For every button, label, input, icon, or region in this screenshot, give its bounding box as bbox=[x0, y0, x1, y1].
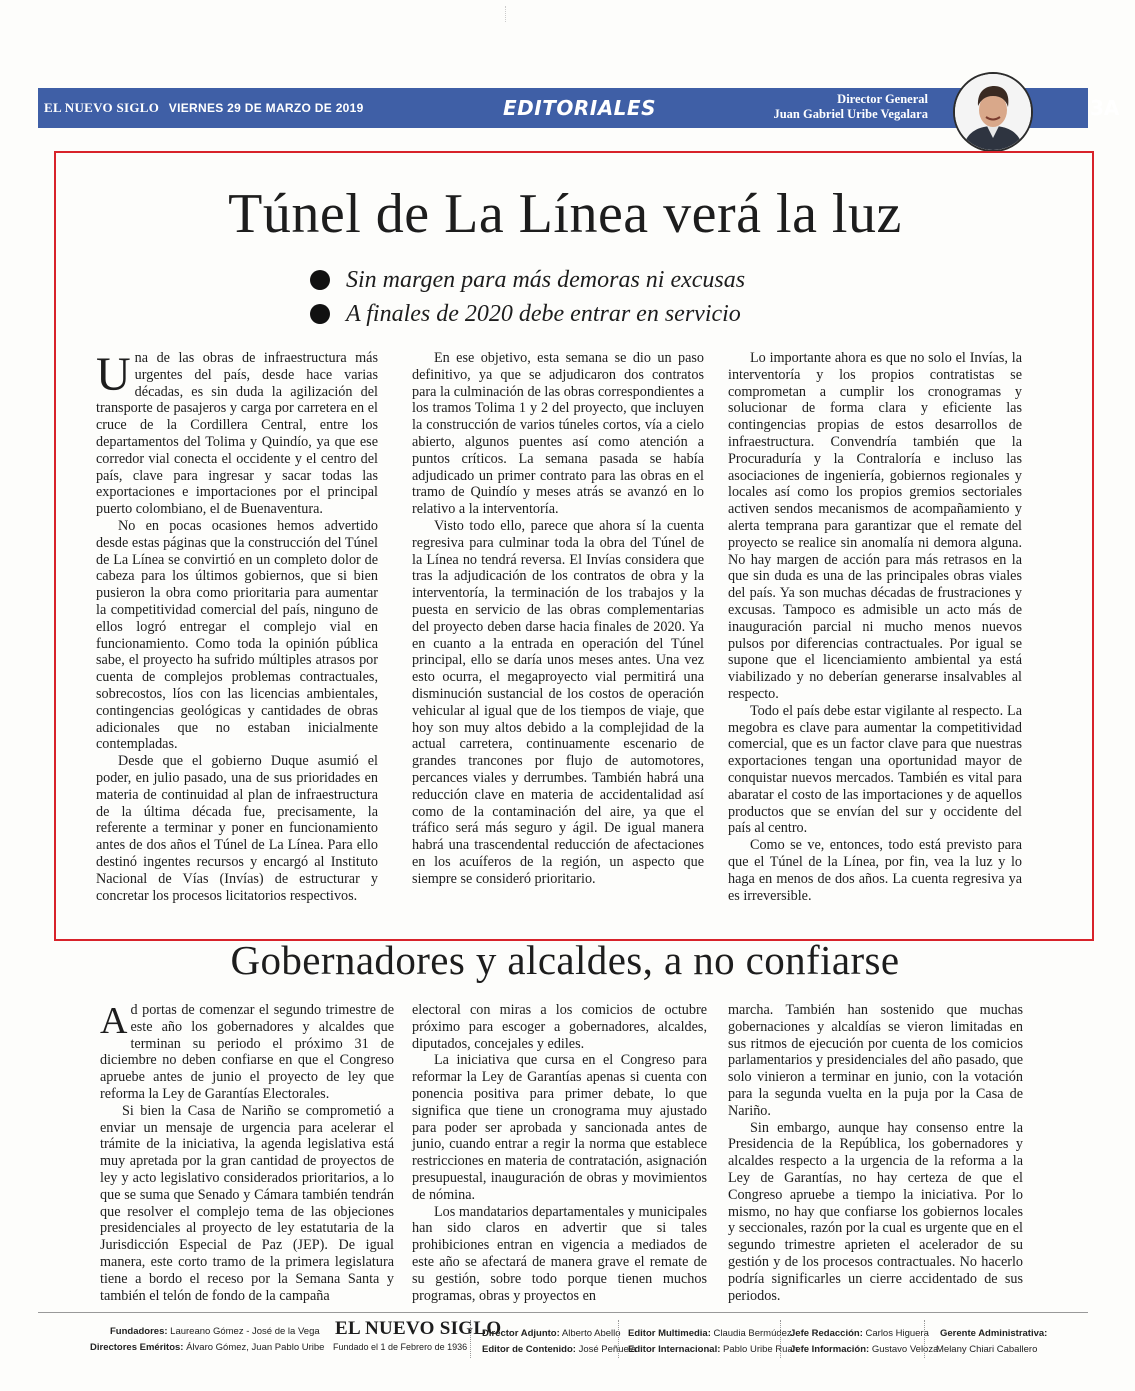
director-role: Director General bbox=[837, 92, 928, 106]
summary-bullet bbox=[310, 263, 745, 297]
paragraph: Lo importante ahora es que no solo el Invías, la interventoría y los propios contratistas se comprometan a cumplir los cronogramas y solucionar de forma clara y eficiente las contingencias propias de estos desarrollos de infraestructura. Convendría también que la Procuraduría y la Contraloría e incluso las asociaciones de ingeniería, gobiernos regionales y locales así como los propios gremios sectoriales activen sendos mecanismos de acompañamiento y alerta temprana para garantizar que el remate del proyecto se realice sin anomalía ni demora alguna. No hay margen de acción para más retrasos en la que sin duda es una de las principales obras viales del país. Ya son muchas décadas de frustraciones y excusas. Tampoco es admisible un acto más de inauguración parcial ni mucho menos nuevos pulsos por diferencias contractuales. Por igual se supone que el licenciamiento ambiental ya está viabilizado y no deberían generarse insalvables al respecto. bbox=[728, 350, 1022, 702]
internacional-label: Editor Internacional: bbox=[628, 1344, 721, 1355]
footer-gerente-name: Melany Chiari Caballero bbox=[936, 1344, 1038, 1355]
editorial1-column-2 bbox=[412, 350, 704, 888]
footer-divider bbox=[780, 1320, 781, 1358]
founders-label: Fundadores: bbox=[110, 1326, 168, 1337]
adjunto-name: Alberto Abello bbox=[561, 1328, 621, 1339]
paragraph: Si bien la Casa de Nariño se comprometió a enviar un mensaje de urgencia para acelerar el trámite de la iniciativa, la agenda legislativa está muy apretada por la gran cantidad de proyectos de ley y acto legislativo considerados prioritarios, a lo que se suma que Senado y Cámara también tendrán que resolver el complejo tema de las objeciones presidenciales al proyecto de ley estatutaria de la Jurisdicción Especial de Paz (JEP). De igual manera, este corto tramo de la primera legislatura tiene a bordo el receso por la Semana Santa y también el telón de fondo de la campaña bbox=[100, 1102, 394, 1304]
summary-text: A finales de 2020 debe entrar en servicio bbox=[346, 300, 741, 327]
internacional-name: Pablo Uribe Ruan bbox=[723, 1344, 799, 1355]
footer-divider bbox=[924, 1320, 925, 1358]
footer-rule bbox=[38, 1312, 1088, 1313]
editorial1-summary bbox=[310, 263, 745, 331]
footer-contenido bbox=[482, 1344, 636, 1355]
paragraph: Como se ve, entonces, todo está previsto para que el Túnel de la Línea, por fin, vea la luz y lo haga en menos de dos años. La cuenta regresiva ya es irreversible. bbox=[728, 837, 1022, 904]
footer-emeritus bbox=[90, 1342, 324, 1353]
paragraph-text: d portas de comenzar el segundo trimestre de este año los gobernadores y alcaldes que terminan su periodo el próximo 31 de diciembre no deben confiarse en que el Congreso apruebe antes de junio el proyecto de ley que reforma la Ley de Garantías Electorales. bbox=[100, 1002, 394, 1102]
footer-divider bbox=[470, 1320, 471, 1358]
footer-founded: Fundado el 1 de Febrero de 1936 bbox=[333, 1342, 468, 1352]
page-header bbox=[38, 88, 1120, 128]
footer-informacion bbox=[790, 1344, 938, 1355]
section-title: EDITORIALES bbox=[503, 96, 656, 120]
contenido-label: Editor de Contenido: bbox=[482, 1344, 576, 1355]
emeritus-names: Álvaro Gómez, Juan Pablo Uribe bbox=[186, 1342, 325, 1353]
paragraph: Los mandatarios departamentales y municipales han sido claros en advertir que si tales prohibiciones entran en vigencia a mediados de este año se afectará de manera grave el remate de su gestión, sobre todo porque tienen muchos programas, obras y proyectos en bbox=[412, 1203, 707, 1304]
drop-cap: A bbox=[100, 1000, 128, 1042]
paragraph: No en pocas ocasiones hemos advertido desde estas páginas que la construcción del Túnel de La Línea se convirtió en un completo dolor de cabeza para los últimos gobiernos, que si bien pusieron la obra como prioritaria para aumentar la competitividad comercial del país, ninguno de ellos logró entregar el complejo vial en funcionamiento. Como toda la opinión pública sabe, el proyecto ha sufrido múltiples atrasos por cuenta de complejos problemas contractuales, sobrecostos, líos con las licencias ambientales, contingencias geológicas y cantidades de obras adicionales que no estaban inicialmente contempladas. bbox=[96, 517, 378, 753]
footer-logo: EL NUEVO SIGLO bbox=[335, 1318, 502, 1339]
paragraph: Todo el país debe estar vigilante al respecto. La megobra es clave para aumentar la competitividad comercial, que es un factor clave para que nuestras exportaciones tengan una oportunidad mayor de conquistar nuevos mercados. También es vital para abaratar el costo de las importaciones y de aquellos productos que se envían del sur y occidente del país al centro. bbox=[728, 702, 1022, 837]
bullet-dot-icon bbox=[310, 270, 330, 290]
director-portrait bbox=[953, 72, 1033, 152]
portrait-icon bbox=[955, 74, 1031, 150]
paragraph: electoral con miras a los comicios de octubre próximo para escoger a gobernadores, alcaldes, diputados, concejales y ediles. bbox=[412, 1002, 707, 1052]
editorial2-column-3 bbox=[728, 1002, 1023, 1304]
scan-mark bbox=[505, 6, 626, 22]
paragraph bbox=[96, 350, 378, 518]
informacion-name: Gustavo Veloza bbox=[871, 1344, 939, 1355]
editorial2-column-1 bbox=[100, 1002, 394, 1304]
contenido-name: José Peñuela bbox=[578, 1344, 637, 1355]
paragraph bbox=[100, 1002, 394, 1103]
paragraph: En ese objetivo, esta semana se dio un paso definitivo, ya que se adjudicaron dos contratos para la culminación de las obras correspondientes a los tramos Tolima 1 y 2 del proyecto, que incluyen la construcción de varios túneles cortos, vía a cielo abierto, algunos puentes así como atención a puntos críticos. La semana pasada se había adjudicado un primer contrato para las obras en el tramo de Quindío y meses atrás se avanzó en lo relativo a la interventoría. bbox=[412, 350, 704, 518]
gerente-label: Gerente Administrativa: bbox=[940, 1328, 1048, 1339]
multimedia-label: Editor Multimedia: bbox=[628, 1328, 711, 1339]
issue-date: VIERNES 29 DE MARZO DE 2019 bbox=[168, 101, 364, 115]
paragraph: marcha. También han sostenido que muchas gobernaciones y alcaldías se vieron limitadas en sus ritmos de ejecución por cuenta de los comicios parlamentarios y presidenciales del año pasado, que solo vinieron a terminar en junio, con la votación para la segunda vuelta en la puja por la Casa de Nariño. bbox=[728, 1002, 1023, 1119]
editorial1-column-3 bbox=[728, 350, 1022, 904]
footer-divider bbox=[618, 1320, 619, 1358]
footer-adjunto bbox=[482, 1328, 621, 1339]
editorial1-title: Túnel de La Línea verá la luz bbox=[228, 183, 902, 245]
bullet-dot-icon bbox=[310, 304, 330, 324]
footer-multimedia bbox=[628, 1328, 792, 1339]
paragraph: Visto todo ello, parece que ahora sí la cuenta regresiva para culminar toda la obra del Túnel de la Línea no tendrá reversa. El Invías considera que tras la adjudicación de los contratos de obra y la interventoría, la terminación de los trabajos y la puesta en servicio de las obras complementarias del proyecto deben darse hacia finales de 2020. Ya en cuanto a la entrada en operación del Túnel principal, ello se daría unos meses antes. Una vez esto ocurra, el megaproyecto vial permitirá una disminución sustancial de los costos de operación vehicular al igual que de los tiempos de viaje, que hoy son muy altos debido a la complejidad de la actual carretera, continuamente escenario de grandes trancones por flujo de automotores, percances viales y derrumbes. También habrá una reducción clave en materia de accidentalidad así como de la contaminación del aire, ya que el tráfico será más seguro y ágil. De igual manera habrá una trascendental reducción de afectaciones en los acuíferos de la región, un aspecto que siempre se consideró prioritario. bbox=[412, 517, 704, 887]
paragraph-text: na de las obras de infraestructura más urgentes del país, desde hace varias décadas, es sin duda la agilización del transporte de pasajeros y carga por carretera en el cruce de la Cordillera Central, entre los departamentos del Tolima y Quindío, ya que ese corredor vial conecta el occidente y el centro del país, clave para ingresar y sacar todas las exportaciones e importaciones por el principal puerto colombiano, el de Buenaventura. bbox=[96, 350, 378, 518]
summary-text: Sin margen para más demoras ni excusas bbox=[346, 266, 746, 293]
paper-name: EL NUEVO SIGLO bbox=[44, 100, 160, 115]
summary-bullet bbox=[310, 297, 745, 331]
redaccion-label: Jefe Redacción: bbox=[790, 1328, 863, 1339]
director-credit bbox=[738, 92, 928, 122]
editorial1-column-1 bbox=[96, 350, 378, 904]
footer-internacional bbox=[628, 1344, 798, 1355]
paragraph: Desde que el gobierno Duque asumió el poder, en julio pasado, una de sus prioridades en materia de continuidad al plan de infraestructura de la última década fue, precisamente, la referente a terminar y poner en funcionamiento antes de dos años el Túnel de La Línea. Para ello destinó ingentes recursos y encargó al Instituto Nacional de Vías (Invías) de estructurar y concretar los procesos licitatorios respectivos. bbox=[96, 753, 378, 904]
adjunto-label: Director Adjunto: bbox=[482, 1328, 560, 1339]
paragraph: La iniciativa que cursa en el Congreso para reformar la Ley de Garantías apenas si cuenta con ponencia positiva para primer debate, lo que significa que tiene un cronograma muy ajustado para poder ser aprobada y sancionada antes de junio, cuando entrar a regir la norma que establece restricciones en materia de contratación, asignación presupuestal, inauguración de obras y movimientos de nómina. bbox=[412, 1052, 707, 1203]
founders-names: Laureano Gómez - José de la Vega bbox=[170, 1326, 320, 1337]
footer-redaccion bbox=[790, 1328, 929, 1339]
page-number: 3A bbox=[1090, 96, 1120, 120]
header-masthead bbox=[44, 100, 364, 116]
informacion-label: Jefe Información: bbox=[790, 1344, 870, 1355]
multimedia-name: Claudia Bermúdez bbox=[713, 1328, 792, 1339]
redaccion-name: Carlos Higuera bbox=[865, 1328, 929, 1339]
director-name: Juan Gabriel Uribe Vegalara bbox=[773, 107, 928, 121]
emeritus-label: Directores Eméritos: bbox=[90, 1342, 184, 1353]
paragraph: Sin embargo, aunque hay consenso entre la Presidencia de la República, los gobernadores y alcaldes respecto a la urgencia de la reforma a la Ley de Garantías, no hay certeza de que el Congreso apruebe a tiempo la iniciativa. Por lo mismo, no hay que confiarse los gobiernos locales y seccionales, razón por la cual es urgente que en el segundo trimestre aprieten el acelerador de su gestión y de los procesos contractuales. No hacerlo podría significarles un cierre accidentado de sus periodos. bbox=[728, 1119, 1023, 1304]
drop-cap: U bbox=[96, 348, 131, 401]
footer-gerente-label bbox=[940, 1328, 1047, 1339]
editorial2-column-2 bbox=[412, 1002, 707, 1304]
editorial2-title: Gobernadores y alcaldes, a no confiarse bbox=[230, 937, 900, 983]
footer-founders bbox=[110, 1326, 320, 1337]
